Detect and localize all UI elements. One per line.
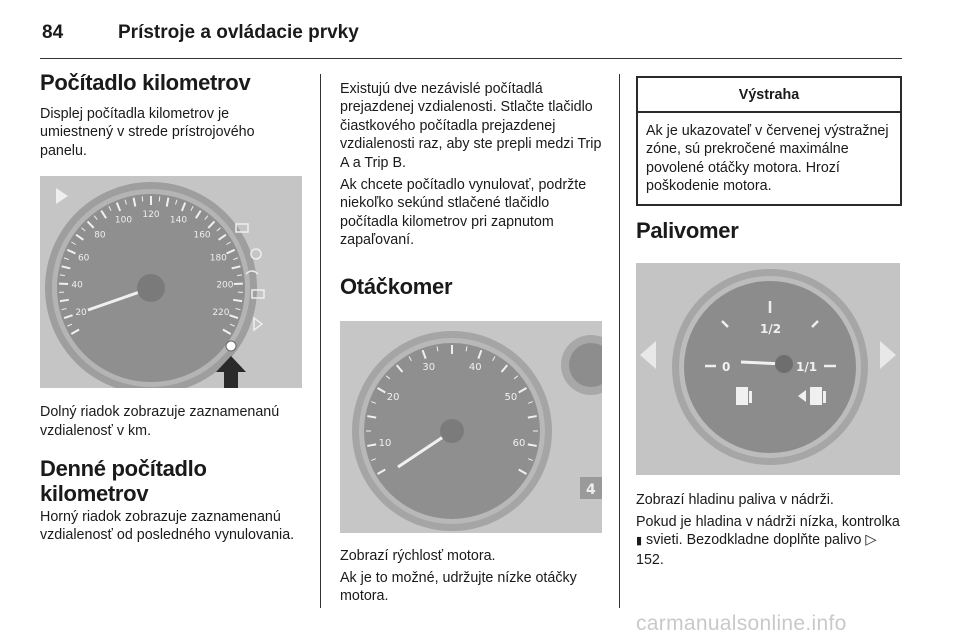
warning-box	[636, 76, 902, 206]
gauge-tick	[60, 300, 69, 301]
tachometer-illustration	[340, 321, 602, 533]
rpm-tick-label: 10	[378, 437, 392, 449]
fuel-full-label: 1/1	[796, 359, 818, 374]
tachometer-advice: Ak je to možné, udržujte nízke otáčky motora.	[340, 570, 577, 605]
rpm-tick-label: 40	[468, 361, 482, 373]
column-divider-2	[619, 74, 620, 608]
tachometer-figure	[340, 321, 602, 533]
column-divider-1	[320, 74, 321, 608]
gauge-tick	[237, 275, 242, 276]
warning-text: Ak je ukazovateľ v červenej výstražnej zóne, sú prekročené maximálne povolené otáčky motora. Hrozí poškodenie motora.	[646, 123, 889, 195]
page-reference-link[interactable]: ▷ 152.	[636, 532, 877, 568]
speed-tick-label: 180	[209, 253, 227, 264]
speed-tick-label: 80	[94, 230, 106, 241]
rpm-tick-label: 50	[504, 391, 518, 403]
speed-tick-label: 140	[169, 215, 188, 226]
odometer-intro: Displej počítadla kilometrov je umiestnený v strede prístrojového panelu.	[40, 106, 255, 159]
fuel-gauge-desc: Zobrazí hladinu paliva v nádrži.	[636, 491, 834, 508]
gauge-tick	[233, 300, 242, 301]
page-number: 84	[42, 22, 64, 43]
column-3	[636, 70, 902, 569]
rpm-tick-label: 20	[386, 391, 400, 403]
fuel-warning-icon: ▮	[636, 535, 643, 548]
trip-odometer-text: Horný riadok zobrazuje zaznamenanú vzdialenosť od posledného vynulovania.	[40, 509, 295, 544]
speed-tick-label: 220	[212, 308, 230, 319]
section-heading-odometer: Počítadlo kilometrov	[40, 70, 251, 95]
odometer-figure	[40, 176, 302, 388]
gauge-tick	[60, 275, 65, 276]
speed-tick-label: 120	[142, 210, 160, 221]
page-title: Prístroje a ovládacie prvky	[118, 22, 359, 43]
tachometer-desc: Zobrazí rýchlosť motora.	[340, 547, 496, 564]
trip-counters-text: Existujú dve nezávislé počítadlá prejazdenej vzdialenosti. Stlačte tlačidlo čiastkového počítadla prejazdenej vzdialenosti raz, aby ste prepli medzi Trip A a Trip B.	[340, 81, 602, 171]
speed-tick-label: 160	[193, 230, 211, 241]
column-1	[40, 70, 302, 545]
trip-reset-text: Ak chcete počítadlo vynulovať, podržte niekoľko sekúnd stlačené tlačidlo počítadla kilometrov pri zapnutom zapaľovaní.	[340, 177, 587, 249]
section-heading-fuel-gauge: Palivomer	[636, 217, 739, 243]
rpm-tick-label: 30	[422, 361, 436, 373]
fuel-low-text: Pokud je hladina v nádrži nízka, kontrolka ▮ svieti. Bezodkladne doplňte palivo ▷ 152.	[636, 514, 900, 568]
fuel-empty-label: 0	[722, 359, 731, 374]
page-header	[42, 16, 359, 50]
side-gauge-label: 4	[586, 481, 596, 498]
speedometer-illustration	[40, 176, 302, 388]
speed-tick-label: 100	[114, 215, 133, 226]
speed-tick-label: 20	[75, 308, 87, 319]
speed-tick-label: 200	[216, 280, 234, 291]
header-rule	[40, 58, 902, 59]
section-heading-tachometer: Otáčkomer	[340, 273, 453, 299]
column-2	[340, 70, 602, 606]
fuel-half-label: 1/2	[760, 321, 782, 336]
odometer-lower-line: Dolný riadok zobrazuje zaznamenanú vzdialenosť v km.	[40, 404, 280, 439]
speed-tick-label: 60	[77, 253, 90, 264]
section-heading-trip-odometer: Denné počítadlo kilometrov	[40, 456, 207, 507]
rpm-tick-label: 60	[512, 437, 526, 449]
watermark: carmanualsonline.info	[636, 612, 847, 635]
fuel-gauge-figure	[636, 263, 900, 475]
speed-tick-label: 40	[71, 280, 83, 291]
warning-title: Výstraha	[638, 78, 900, 113]
trip-reset-button	[226, 341, 236, 351]
fuel-gauge-illustration	[636, 263, 900, 475]
